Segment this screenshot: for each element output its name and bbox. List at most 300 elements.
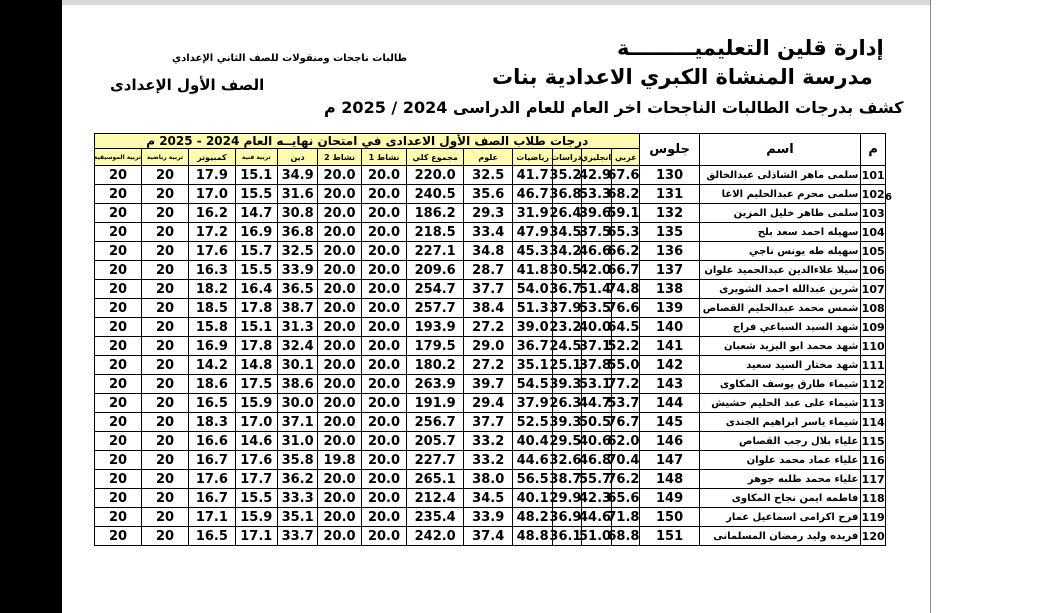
grade-cell: 14.8 [235,356,277,375]
right-margin [930,0,1045,613]
seat-number: 149 [640,489,699,508]
grade-cell: 20.0 [318,280,361,299]
grade-cell: 20 [95,432,142,451]
grade-cell: 16.7 [188,451,235,470]
student-name: شرين عبدالله احمد الشويرى [699,280,861,299]
grade-cell: 32.5 [277,242,318,261]
grade-cell: 27.2 [464,318,513,337]
grade-cell: 42.0 [579,262,612,278]
grade-cell: 40.4 [513,432,552,451]
grade-cell: 20 [95,394,142,413]
grade-cell: 31.3 [277,318,318,337]
grade-cell: 40.1 [513,489,552,508]
grade-cell: 235.4 [407,508,464,527]
grade-cell: 34.2 [549,243,582,259]
student-name: علياء بلال رجب القصاص [699,432,861,451]
subject-header: عربي [612,149,640,166]
grade-cell: 36.8 [549,186,582,202]
grade-cell: 74.8 [607,281,640,297]
seat-number: 144 [640,394,699,413]
grade-cell: 20 [142,223,189,242]
grade-cell: 67.6 [607,167,640,183]
grade-cell: 47.9 [513,223,552,242]
table-row [95,261,886,280]
subject-header: مجموع كلي [407,149,464,166]
seat-number: 143 [640,375,699,394]
grade-cell: 30.1 [277,356,318,375]
student-name: شيماء على عبد الحليم حشيش [699,394,861,413]
grade-cell: 66.7 [607,262,640,278]
grade-cell: 205.7 [407,432,464,451]
row-index: 111 [861,356,886,375]
table-row [95,432,886,451]
student-name: سيلا علاءالدين عبدالحميد علوان [699,261,861,280]
seat-number: 138 [640,280,699,299]
seat-number: 148 [640,470,699,489]
grade-cell: 209.6 [407,261,464,280]
grade-cell: 24.5 [549,338,582,354]
row-index: 105 [861,242,886,261]
grade-cell: 16.9 [188,337,235,356]
grade-cell: 20 [142,470,189,489]
grade-cell: 65.6 [607,490,640,506]
grade-cell: 20 [142,375,189,394]
subject-header: رياضيات [513,149,552,166]
grade-cell: 20 [142,508,189,527]
grade-cell: 191.9 [407,394,464,413]
grade-cell: 39.7 [464,375,513,394]
grade-cell: 20.0 [361,204,407,223]
grade-cell: 53.3 [579,186,612,202]
row-index: 102 [861,185,886,204]
grades-body [95,166,886,546]
row-index: 112 [861,375,886,394]
grade-cell: 33.3 [277,489,318,508]
grade-cell: 48.8 [513,527,552,546]
grade-cell: 76.7 [607,414,640,430]
table-row [95,470,886,489]
grade-cell: 20.0 [361,223,407,242]
grade-cell: 16.7 [188,489,235,508]
seat-number: 135 [640,223,699,242]
grade-cell: 20 [95,508,142,527]
grade-cell: 17.6 [188,242,235,261]
seat-number: 140 [640,318,699,337]
table-row [95,280,886,299]
student-name: سلمى طاهر خليل المزين [699,204,861,223]
seat-number: 146 [640,432,699,451]
grade-cell: 20.0 [361,375,407,394]
grade-cell: 55.7 [579,471,612,487]
subject-header: انجليزي [582,149,612,166]
grade-cell: 37.4 [464,527,513,546]
grade-cell: 20.0 [361,261,407,280]
grade-cell: 38.4 [464,299,513,318]
grade-cell: 15.9 [235,394,277,413]
student-name: شهد مختار السيد سعيد [699,356,861,375]
grade-cell: 32.5 [464,166,513,185]
grade-cell: 34.5 [549,224,582,240]
grade-cell: 20 [95,261,142,280]
subject-header: دراسات [552,149,582,166]
grade-cell: 20.0 [318,242,361,261]
grade-cell: 56.5 [513,470,552,489]
grade-cell: 26.4 [549,205,582,221]
grade-cell: 20 [142,356,189,375]
grade-cell: 20 [142,432,189,451]
row-index: 119 [861,508,886,527]
grade-cell: 29.4 [464,394,513,413]
grade-cell: 35.8 [277,451,318,470]
grade-cell: 20.0 [361,299,407,318]
grade-cell: 17.2 [188,223,235,242]
student-name: فاطمه ايمن نجاح المكاوى [699,489,861,508]
student-name: علياء عماد محمد علوان [699,451,861,470]
grade-cell: 51.4 [579,281,612,297]
grade-cell: 257.7 [407,299,464,318]
row-index: 108 [861,299,886,318]
seat-number: 150 [640,508,699,527]
grade-cell: 242.0 [407,527,464,546]
row-index: 116 [861,451,886,470]
grade-cell: 35.2 [549,167,582,183]
row-index: 106 [861,261,886,280]
grade-cell: 265.1 [407,470,464,489]
grade-cell: 15.5 [235,489,277,508]
grade-cell: 32.6 [549,452,582,468]
grade-cell: 37.5 [579,224,612,240]
grade-cell: 38.6 [277,375,318,394]
grade-cell: 37.1 [277,413,318,432]
document-page [62,0,930,613]
grade-cell: 37.7 [464,413,513,432]
grade-cell: 20.0 [318,166,361,185]
subject-header: دين [277,149,318,166]
grade-cell: 20 [142,204,189,223]
grade-cell: 35.1 [513,356,552,375]
grade-cell: 59.1 [607,205,640,221]
student-name: شيماء طارق يوسف المكاوى [699,375,861,394]
grade-cell: 263.9 [407,375,464,394]
grade-cell: 16.5 [188,394,235,413]
grade-cell: 20.0 [361,489,407,508]
grade-cell: 20 [142,185,189,204]
grade-cell: 20.0 [318,527,361,546]
grade-cell: 20.0 [318,204,361,223]
grade-cell: 20 [142,394,189,413]
exam-title: درجات طلاب الصف الأول الاعدادى في امتحان نهايــه العام 2024 - 2025 م [95,134,640,149]
grade-cell: 41.8 [513,261,552,280]
grade-cell: 52.2 [607,338,640,354]
col-name-header: اسم [699,134,861,166]
grade-cell: 20.0 [318,375,361,394]
grade-cell: 212.4 [407,489,464,508]
grade-cell: 220.0 [407,166,464,185]
grade-cell: 39.3 [549,414,582,430]
grade-cell: 33.9 [464,508,513,527]
seat-number: 151 [640,527,699,546]
grade-cell: 39.0 [513,318,552,337]
grade-cell: 31.9 [513,204,552,223]
grade-cell: 35.6 [464,185,513,204]
grade-cell: 36.1 [549,528,582,544]
grade-cell: 77.2 [607,376,640,392]
grade-cell: 17.8 [235,337,277,356]
table-row [95,375,886,394]
grade-cell: 20 [95,166,142,185]
grade-cell: 20.0 [318,489,361,508]
grade-cell: 20 [95,242,142,261]
student-name: شهد السيد السباعي فراج [699,318,861,337]
grade-cell: 64.5 [607,319,640,335]
row-index: 109 [861,318,886,337]
grade-cell: 227.7 [407,451,464,470]
grade-cell: 227.1 [407,242,464,261]
seat-number: 137 [640,261,699,280]
grade-cell: 36.8 [277,223,318,242]
table-row [95,166,886,185]
student-name: سلمى ماهر الشاذلى عبدالخالق [699,166,861,185]
grade-cell: 20.0 [318,432,361,451]
grade-cell: 40.0 [579,319,612,335]
grade-cell: 20.0 [318,185,361,204]
grades-table [94,133,886,546]
grade-cell: 76.2 [607,471,640,487]
grade-cell: 254.7 [407,280,464,299]
grade-cell: 70.4 [607,452,640,468]
grade-cell: 20.0 [361,451,407,470]
table-row [95,356,886,375]
grade-cell: 20.0 [361,356,407,375]
grade-cell: 76.6 [607,300,640,316]
grade-cell: 20 [95,375,142,394]
grade-cell: 20.0 [361,166,407,185]
grade-cell: 20.0 [318,470,361,489]
grade-cell: 16.9 [235,223,277,242]
row-index: 117 [861,470,886,489]
grade-cell: 33.9 [277,261,318,280]
grade-cell: 17.6 [188,470,235,489]
grade-cell: 256.7 [407,413,464,432]
grade-cell: 20.0 [361,318,407,337]
table-row [95,451,886,470]
seat-number: 141 [640,337,699,356]
student-name: سلمى محرم عبدالحليم الاغا [699,185,861,204]
grade-cell: 54.5 [513,375,552,394]
grade-cell: 20.0 [361,185,407,204]
subject-header: تربية الموسيقية [95,149,142,166]
grade-cell: 34.9 [277,166,318,185]
seat-number: 145 [640,413,699,432]
grade-cell: 54.0 [513,280,552,299]
grade-label: الصف الأول الإعدادى [110,76,265,94]
table-row [95,223,886,242]
grade-cell: 20 [142,527,189,546]
grade-cell: 18.5 [188,299,235,318]
grade-cell: 17.7 [235,470,277,489]
grade-cell: 20.0 [318,299,361,318]
grade-cell: 46.6 [579,243,612,259]
grade-cell: 36.9 [549,509,582,525]
grade-cell: 17.0 [188,185,235,204]
grade-cell: 35.1 [277,508,318,527]
grade-cell: 65.3 [607,224,640,240]
col-index-header: م [861,134,886,166]
grade-cell: 15.7 [235,242,277,261]
grade-cell: 16.2 [188,204,235,223]
grade-cell: 44.6 [579,509,612,525]
grade-cell: 20.0 [361,413,407,432]
grade-cell: 46.7 [513,185,552,204]
grade-cell: 42.3 [579,490,612,506]
grade-cell: 51.3 [513,299,552,318]
grade-cell: 20 [142,451,189,470]
grade-cell: 25.1 [549,357,582,373]
table-row [95,337,886,356]
subject-header: كمبيوتر [188,149,235,166]
grade-cell: 18.3 [188,413,235,432]
grade-cell: 17.6 [235,451,277,470]
grade-cell: 15.5 [235,261,277,280]
grade-cell: 20.0 [361,432,407,451]
seat-number: 132 [640,204,699,223]
seat-number: 142 [640,356,699,375]
row-index: 107 [861,280,886,299]
subject-header: نشاط 1 [361,149,407,166]
grade-cell: 38.7 [549,471,582,487]
grade-cell: 17.9 [188,166,235,185]
grade-cell: 20 [95,489,142,508]
grade-cell: 20 [95,299,142,318]
row-index: 114 [861,413,886,432]
promotion-note: طالبات ناجحات ومنقولات للصف الثاني الإعدادي [172,53,408,64]
seat-number: 131 [640,185,699,204]
grade-cell: 20 [142,166,189,185]
grade-cell: 15.8 [188,318,235,337]
grade-cell: 14.2 [188,356,235,375]
grade-cell: 29.3 [464,204,513,223]
grade-cell: 17.1 [188,508,235,527]
col-seat-header: جلوس [640,134,699,166]
grade-cell: 20.0 [361,527,407,546]
grade-cell: 38.0 [464,470,513,489]
table-row [95,394,886,413]
grade-cell: 20.0 [361,337,407,356]
grade-cell: 68.8 [607,528,640,544]
grade-cell: 180.2 [407,356,464,375]
grade-cell: 37.9 [549,300,582,316]
table-row [95,318,886,337]
grade-cell: 20.0 [318,261,361,280]
grade-cell: 15.9 [235,508,277,527]
grade-cell: 29.0 [464,337,513,356]
grade-cell: 20 [95,451,142,470]
grade-cell: 20.0 [318,223,361,242]
seat-number: 136 [640,242,699,261]
grade-cell: 30.0 [277,394,318,413]
grade-cell: 17.1 [235,527,277,546]
row-index: 120 [861,527,886,546]
row-index: 104 [861,223,886,242]
row-index: 101 [861,166,886,185]
subject-header: تربية رياضية [142,149,189,166]
grade-cell: 20.0 [318,356,361,375]
grade-cell: 66.2 [607,243,640,259]
report-title: كشف بدرجات الطالبات الناجحات اخر العام للعام الدراسى 2024 / 2025 م [324,98,904,117]
grade-cell: 37.8 [579,357,612,373]
grade-cell: 17.0 [235,413,277,432]
grade-cell: 20 [95,337,142,356]
grade-cell: 68.2 [607,186,640,202]
grade-cell: 39.3 [549,376,582,392]
grade-cell: 37.1 [579,338,612,354]
grade-cell: 37.7 [464,280,513,299]
grade-cell: 20.0 [361,470,407,489]
student-name: شهد محمد ابو اليزيد شعبان [699,337,861,356]
grade-cell: 23.2 [549,319,582,335]
grade-cell: 20 [95,413,142,432]
grade-cell: 29.9 [549,490,582,506]
grade-cell: 44.6 [513,451,552,470]
grade-cell: 20 [142,318,189,337]
grade-cell: 16.5 [188,527,235,546]
grade-cell: 20 [142,299,189,318]
table-row [95,489,886,508]
student-name: سهيله احمد سعد بلح [699,223,861,242]
grade-cell: 20 [95,185,142,204]
grade-cell: 51.0 [579,528,612,544]
administration-title: إدارة قلين التعليميـــــــــة [617,36,884,60]
grade-cell: 39.6 [579,205,612,221]
grade-cell: 36.7 [549,281,582,297]
table-row [95,508,886,527]
grade-cell: 33.4 [464,223,513,242]
grade-cell: 20 [142,261,189,280]
grade-cell: 20.0 [361,280,407,299]
grade-cell: 20 [95,318,142,337]
grade-cell: 38.7 [277,299,318,318]
grade-cell: 17.5 [235,375,277,394]
grade-cell: 27.2 [464,356,513,375]
student-name: فرح اكرامى اسماعيل عمار [699,508,861,527]
grade-cell: 17.8 [235,299,277,318]
grade-cell: 16.6 [188,432,235,451]
grade-cell: 36.2 [277,470,318,489]
grade-cell: 14.6 [235,432,277,451]
grade-cell: 193.9 [407,318,464,337]
table-row [95,413,886,432]
grade-cell: 53.1 [579,376,612,392]
seat-number: 139 [640,299,699,318]
table-row [95,242,886,261]
school-name: مدرسة المنشاة الكبري الاعدادية بنات [492,65,873,89]
grade-cell: 36.5 [277,280,318,299]
seat-number: 147 [640,451,699,470]
grade-cell: 20 [142,489,189,508]
grade-cell: 20 [95,356,142,375]
grade-cell: 42.9 [579,167,612,183]
grade-cell: 48.2 [513,508,552,527]
subject-header: نشاط 2 [318,149,361,166]
student-name: فريده وليد رمضان المسلمانى [699,527,861,546]
grade-cell: 20 [95,527,142,546]
grade-cell: 20 [142,242,189,261]
grade-cell: 240.5 [407,185,464,204]
subject-header: علوم [464,149,513,166]
grade-cell: 31.6 [277,185,318,204]
grade-cell: 20 [95,223,142,242]
grade-cell: 20 [95,204,142,223]
